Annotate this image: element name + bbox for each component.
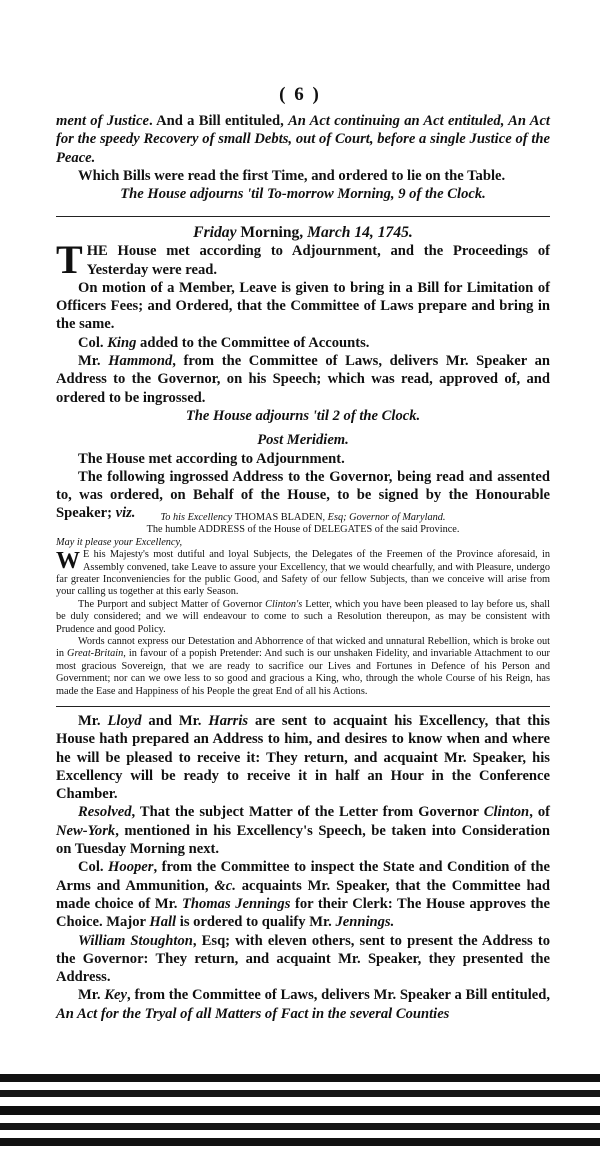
after-p3-i: is ordered to qualify Mr. [176,914,336,931]
after-p2-e: New-York [56,822,116,839]
after-p2-d: , of [529,804,550,821]
address-may: May it please your Excellency, [56,536,183,548]
bill-text-b: . And a Bill entituled, [148,113,289,129]
friday-section [56,224,550,523]
address-to [56,512,550,524]
after-p3-b: Hooper [108,859,154,876]
friday-p4 [56,352,550,407]
after-p3-f: Thomas Jennings [181,895,291,912]
address-divider [56,706,550,707]
after-p1-a: Mr. [78,713,108,729]
after-p3-j: Jennings. [335,914,395,931]
after-p2-c: Clinton [483,804,530,821]
after-p1-d: Harris [208,713,249,729]
friday-p2: On motion of a Member, Leave is given to bring in a Bill for Limitation of Officers Fees; and Ordered, that the Committee of Laws prepare and bring in the same. [56,279,550,333]
adjourn-line: The House adjourns 'til To-morrow Morning, 9 of the Clock. [120,186,486,203]
friday-p4-c: , from the Committee of Laws, delivers Mr. Speaker an Address to the Governor, on his Speech; which was read, approved of, and ordered to be ingrossed. [56,353,550,406]
after-p2-f: , mentioned in his Excellency's Speech, be taken into Consideration on Tuesday Morning next. [56,822,550,858]
friday-p3-a: Col. [78,334,108,351]
after-p5-b: Key [104,987,128,1004]
bills-paragraph [56,112,550,167]
section-divider [56,216,550,217]
friday-heading [56,224,550,242]
after-p3-g: for their Clerk: The House approves the Choice. Major [56,895,550,931]
after-p1-b: Lloyd [107,713,142,729]
address-section [56,512,550,698]
post-p2-a: The following ingrossed Address to the Governor, being read and assented to, was ordered, on Behalf of the House, to be signed by the Honourable Speaker; [56,468,550,522]
friday-p4-b: Hammond [108,353,173,370]
bill-text-a: ment of Justice [56,113,149,129]
scan-edge-band [0,1068,600,1154]
post-p1: The House met according to Adjournment. [78,450,345,467]
address-to-a: To his Excellency [160,512,235,523]
address-p1-text: E his Majesty's most dutiful and loyal Subjects, the Delegates of the Freemen of the Province aforesaid, in Assembly convened, take Leave to assure your Excellency, that we would chearfully, and with Pleasure, undergo far greater Inconveniencies for the public Good, and Safety of our fellow Subjects, than we conceive will arise from your calling us together at this early Season. [56,549,550,598]
after-p3 [56,858,550,931]
after-p4-a: William Stoughton [78,932,193,949]
address-to-b: THOMAS BLADEN [234,512,323,523]
friday-p1-text: HE House met according to Adjournment, and the Proceedings of Yesterday were read. [86,243,550,278]
bills-read-paragraph: Which Bills were read the first Time, and ordered to lie on the Table. [78,167,506,184]
post-p2-b: viz. [115,505,136,522]
friday-p3-c: added to the Committee of Accounts. [136,334,370,351]
after-p5-c: , from the Committee of Laws, delivers Mr. Speaker a Bill entituled, [127,987,550,1004]
after-p2-a: Resolved [78,804,132,821]
after-p1-e: are sent to acquaint his Excellency, that this House hath prepared an Address to him, and desires to know when and where he will be pleased to receive it: They return, and acquaint Mr. Speaker, his Excellency will be ready to receive it in half an Hour in the Conference Chamber. [56,713,550,803]
friday-p1 [56,237,550,283]
after-section [56,712,550,1023]
address-p2-a: The Purport and subject Matter of Governor [78,598,266,610]
address-p2-c: Letter, which you have been pleased to lay before us, shall be duly considered; and we will endeavour to come to such a Resolution thereupon, as may be consistent with Prudence and good Policy. [56,598,551,635]
after-p4-b: , Esq; with eleven others, sent to present the Address to the Governor: They return, and acquaint Mr. Speaker, they presented the Address. [56,932,550,986]
friday-morning: Morning, [236,224,308,241]
address-p3 [56,636,550,698]
after-p4 [56,932,550,987]
address-humble: The humble ADDRESS of the House of DELEGATES of the said Province. [146,524,460,536]
after-p5-a: Mr. [78,987,105,1004]
after-p1 [56,712,550,803]
after-p3-d: &c. [214,877,236,894]
drop-cap-w: W [56,548,80,575]
address-p3-b: Great-Britain [67,648,124,660]
after-p5 [56,986,550,1023]
drop-cap-t: T [56,237,83,283]
after-p3-h: Hall [149,914,177,931]
address-p2 [56,599,550,636]
friday-date: March 14, 1745. [307,224,413,241]
page-number: ( 6 ) [279,84,321,105]
friday-p3 [56,334,550,352]
after-p5-d: An Act for the Tryal of all Matters of Fact in the several Counties [56,1005,450,1022]
address-p1 [56,549,550,599]
friday-p4-a: Mr. [78,353,109,370]
after-p1-c: and Mr. [141,713,209,729]
friday-p3-b: King [107,334,137,351]
address-p3-a: Words cannot express our Detestation and Abhorrence of that wicked and unnatural Rebellion, which is broke out in [56,636,550,660]
address-to-c: , Esq; Governor of Maryland. [322,512,446,523]
address-p2-b: Clinton's [265,598,303,610]
friday-adjourn: The House adjourns 'til 2 of the Clock. [185,407,421,424]
after-p3-e: acquaints Mr. Speaker, that the Committee had made choice of Mr. [56,877,551,912]
address-p3-c: , in favour of a popish Pretender: And such is our unshaken Fidelity, and invariable Attachment to our most gracious Sovereign, that we are ready to sacrifice our Lives and Fortunes in Defence of his Person and Government; nor can we owe less to so good and gracious a King, who, through the whole Course of his Reign, has made the Ease and Happiness of his People the great End of all his Actions. [56,648,550,697]
bill-text-c: An Act continuing an Act entituled, An Act for the speedy Recovery of small Debts, out of Court, before a single Justice of the Peace. [56,113,550,166]
friday-day: Friday [193,224,237,241]
top-section [56,112,550,203]
after-p3-c: , from the Committee to inspect the State and Condition of the Arms and Ammunition, [56,859,551,894]
after-p2-b: , That the subject Matter of the Letter from Governor [131,804,484,821]
after-p3-a: Col. [78,859,109,876]
post-meridiem-heading: Post Meridiem. [257,432,349,449]
after-p2 [56,803,550,858]
